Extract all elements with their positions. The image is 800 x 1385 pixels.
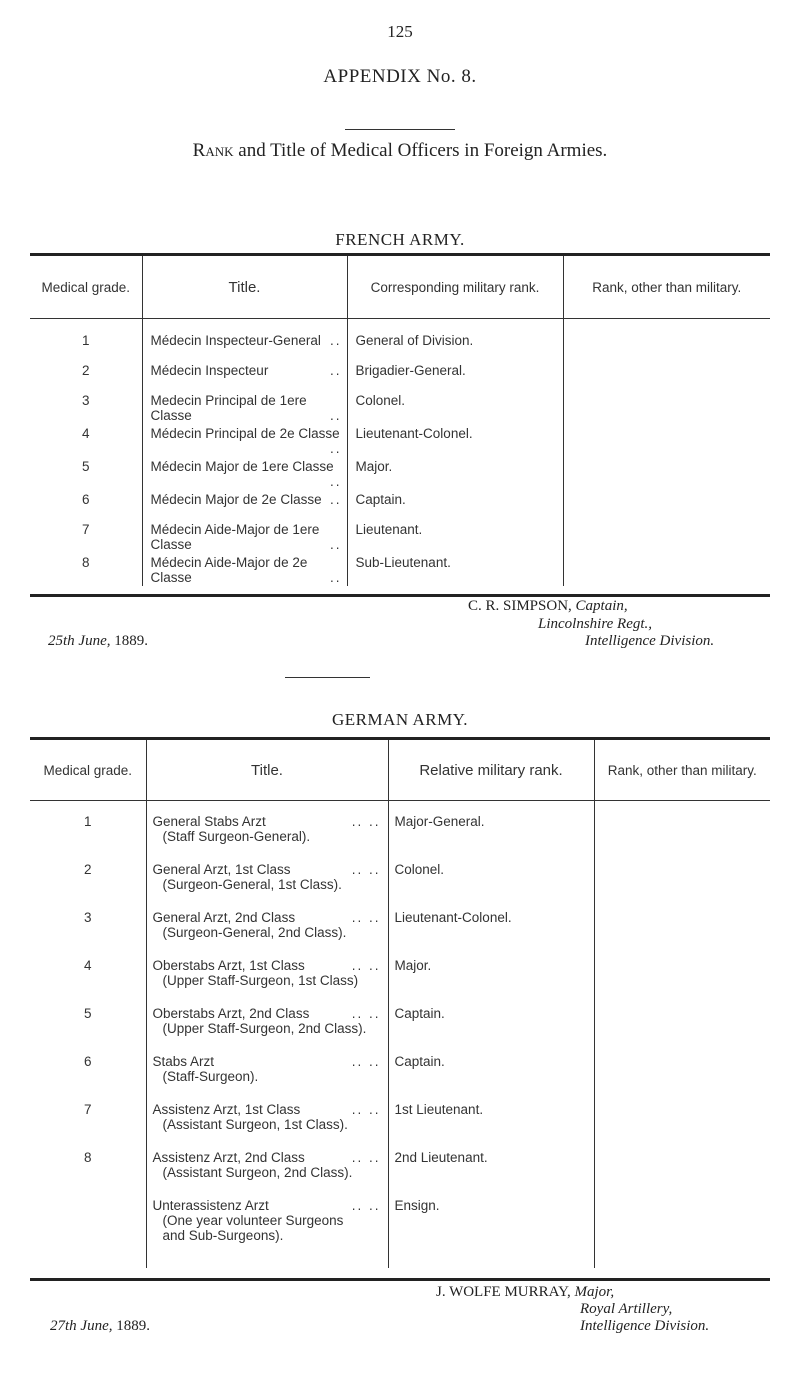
title-cell bbox=[142, 391, 347, 424]
german-section-title: GERMAN ARMY. bbox=[331, 710, 469, 729]
leader-dots: .. .. bbox=[351, 910, 381, 925]
title-line bbox=[153, 910, 387, 925]
leader-dots: .. .. bbox=[351, 1198, 381, 1213]
french-signer: C. R. SIMPSON, bbox=[468, 598, 576, 614]
leader-dots: .. bbox=[329, 537, 342, 552]
title-cell bbox=[142, 520, 347, 553]
title-cell bbox=[142, 553, 347, 586]
other-rank bbox=[594, 800, 770, 860]
leader-dots: .. bbox=[329, 441, 342, 456]
military-rank: Captain. bbox=[347, 490, 563, 520]
french-signer-rank: Captain, bbox=[575, 598, 628, 614]
german-signature-date bbox=[50, 1318, 150, 1335]
leader-dots: .. .. bbox=[351, 862, 381, 877]
medical-grade bbox=[30, 1196, 146, 1268]
military-rank: Ensign. bbox=[388, 1196, 594, 1268]
divider bbox=[345, 129, 455, 130]
french-header-grade: Medical grade. bbox=[30, 256, 142, 318]
title-text: Medecin Principal de 1ere Classe bbox=[150, 393, 307, 423]
main-heading bbox=[0, 140, 800, 162]
other-rank bbox=[563, 318, 770, 361]
table-row bbox=[30, 1100, 770, 1148]
title-cell bbox=[142, 318, 347, 361]
medical-grade: 8 bbox=[30, 1148, 146, 1196]
leader-dots: .. .. bbox=[351, 958, 381, 973]
table-row bbox=[30, 1052, 770, 1100]
medical-grade: 2 bbox=[30, 361, 142, 391]
leader-dots: .. bbox=[329, 333, 342, 348]
german-signature-regiment: Royal Artillery, bbox=[580, 1301, 673, 1317]
military-rank: Lieutenant-Colonel. bbox=[388, 908, 594, 956]
title-line bbox=[153, 814, 387, 829]
title-text: General Stabs Arzt bbox=[152, 814, 266, 829]
divider bbox=[285, 677, 370, 678]
title-translation-cont: and Sub-Surgeons). bbox=[162, 1228, 284, 1243]
military-rank: Major-General. bbox=[388, 800, 594, 860]
medical-grade: 6 bbox=[30, 1052, 146, 1100]
other-rank bbox=[594, 1100, 770, 1148]
title-text: Unterassistenz Arzt bbox=[152, 1198, 269, 1213]
other-rank bbox=[563, 553, 770, 586]
french-signature-name bbox=[468, 598, 628, 615]
title-cell bbox=[142, 361, 347, 391]
medical-grade: 5 bbox=[30, 457, 142, 490]
title-translation: (Staff-Surgeon). bbox=[162, 1069, 259, 1084]
table-row bbox=[30, 1004, 770, 1052]
medical-grade: 6 bbox=[30, 490, 142, 520]
french-date-year: 1889. bbox=[110, 633, 148, 649]
leader-dots: .. .. bbox=[351, 1102, 381, 1117]
german-signature-division: Intelligence Division. bbox=[580, 1318, 710, 1334]
title-text: Stabs Arzt bbox=[152, 1054, 215, 1069]
french-signature-division: Intelligence Division. bbox=[585, 633, 715, 649]
german-header-rank: Relative military rank. bbox=[388, 740, 594, 800]
title-text: General Arzt, 2nd Class bbox=[152, 910, 296, 925]
table-row bbox=[30, 490, 770, 520]
other-rank bbox=[563, 490, 770, 520]
title-line bbox=[153, 1150, 387, 1165]
title-translation: (Assistant Surgeon, 2nd Class). bbox=[162, 1165, 353, 1180]
military-rank: Captain. bbox=[388, 1004, 594, 1052]
title-text: Médecin Aide-Major de 1ere Classe bbox=[150, 522, 320, 552]
title-cell bbox=[146, 1148, 388, 1196]
table-row bbox=[30, 391, 770, 424]
leader-dots: .. bbox=[329, 363, 342, 378]
german-header-rule bbox=[30, 800, 770, 801]
heading-rest: and Title of Medical Officers in Foreign Armies. bbox=[233, 140, 608, 161]
military-rank: Brigadier-General. bbox=[347, 361, 563, 391]
german-signer: J. WOLFE MURRAY, bbox=[436, 1284, 575, 1300]
french-date-day: 25th June, bbox=[48, 633, 111, 649]
title-translation: (Upper Staff-Surgeon, 1st Class) bbox=[162, 973, 359, 988]
other-rank bbox=[563, 361, 770, 391]
leader-dots: .. .. bbox=[351, 1054, 381, 1069]
military-rank: Colonel. bbox=[388, 860, 594, 908]
title-cell bbox=[146, 860, 388, 908]
medical-grade: 5 bbox=[30, 1004, 146, 1052]
title-text: Médecin Major de 1ere Classe bbox=[150, 459, 334, 474]
title-translation: (Staff Surgeon-General). bbox=[162, 829, 311, 844]
military-rank: Captain. bbox=[388, 1052, 594, 1100]
title-line bbox=[153, 1102, 387, 1117]
table-row bbox=[30, 520, 770, 553]
leader-dots: .. bbox=[329, 492, 342, 507]
leader-dots: .. .. bbox=[351, 1150, 381, 1165]
medical-grade: 4 bbox=[30, 956, 146, 1004]
other-rank bbox=[594, 1052, 770, 1100]
french-table-bottom-rule bbox=[30, 594, 770, 597]
title-cell bbox=[146, 956, 388, 1004]
military-rank: Major. bbox=[347, 457, 563, 490]
title-translation: (Assistant Surgeon, 1st Class). bbox=[162, 1117, 348, 1132]
title-cell bbox=[142, 424, 347, 457]
table-row bbox=[30, 318, 770, 361]
military-rank: Major. bbox=[388, 956, 594, 1004]
table-row bbox=[30, 1196, 770, 1268]
leader-dots: .. bbox=[329, 408, 342, 423]
french-header-title: Title. bbox=[142, 256, 347, 318]
table-row bbox=[30, 1148, 770, 1196]
table-row bbox=[30, 424, 770, 457]
military-rank: Lieutenant-Colonel. bbox=[347, 424, 563, 457]
other-rank bbox=[594, 1004, 770, 1052]
table-row bbox=[30, 457, 770, 490]
title-text: Oberstabs Arzt, 2nd Class bbox=[152, 1006, 310, 1021]
medical-grade: 2 bbox=[30, 860, 146, 908]
military-rank: Sub-Lieutenant. bbox=[347, 553, 563, 586]
military-rank: 1st Lieutenant. bbox=[388, 1100, 594, 1148]
title-line bbox=[153, 1006, 387, 1021]
german-table-bottom-rule bbox=[30, 1278, 770, 1281]
leader-dots: .. .. bbox=[351, 1006, 381, 1021]
other-rank bbox=[594, 1196, 770, 1268]
title-translation: (Surgeon-General, 2nd Class). bbox=[162, 925, 347, 940]
title-text: Assistenz Arzt, 2nd Class bbox=[152, 1150, 305, 1165]
table-row bbox=[30, 956, 770, 1004]
german-signature-name bbox=[436, 1284, 614, 1301]
medical-grade: 3 bbox=[30, 391, 142, 424]
french-header-rule bbox=[30, 318, 770, 319]
title-text: Oberstabs Arzt, 1st Class bbox=[152, 958, 305, 973]
table-row bbox=[30, 361, 770, 391]
title-translation: (One year volunteer Surgeons bbox=[162, 1213, 344, 1228]
other-rank bbox=[563, 457, 770, 490]
leader-dots: .. bbox=[329, 474, 342, 489]
other-rank bbox=[594, 1148, 770, 1196]
french-section-title: FRENCH ARMY. bbox=[335, 230, 465, 249]
german-header-other: Rank, other than military. bbox=[594, 740, 770, 800]
military-rank: General of Division. bbox=[347, 318, 563, 361]
title-cell bbox=[146, 1100, 388, 1148]
other-rank bbox=[563, 520, 770, 553]
medical-grade: 1 bbox=[30, 800, 146, 860]
german-date-year: 1889. bbox=[112, 1318, 150, 1334]
title-translation: (Surgeon-General, 1st Class). bbox=[162, 877, 342, 892]
other-rank bbox=[563, 424, 770, 457]
title-cell bbox=[146, 1004, 388, 1052]
french-header-rank: Corresponding military rank. bbox=[347, 256, 563, 318]
heading-rank-word: Rank bbox=[192, 140, 234, 161]
title-cell bbox=[146, 800, 388, 860]
french-signature-date bbox=[48, 633, 148, 650]
title-translation: (Upper Staff-Surgeon, 2nd Class). bbox=[162, 1021, 367, 1036]
title-text: Médecin Major de 2e Classe bbox=[150, 492, 322, 507]
title-text: General Arzt, 1st Class bbox=[152, 862, 291, 877]
table-row bbox=[30, 553, 770, 586]
medical-grade: 4 bbox=[30, 424, 142, 457]
title-text: Médecin Aide-Major de 2e Classe bbox=[150, 555, 308, 585]
appendix-title: APPENDIX No. 8. bbox=[323, 66, 477, 87]
title-text: Médecin Principal de 2e Classe bbox=[150, 426, 340, 441]
french-table bbox=[30, 256, 770, 586]
title-line bbox=[153, 1054, 387, 1069]
title-cell bbox=[146, 908, 388, 956]
german-signer-rank: Major, bbox=[574, 1284, 615, 1300]
military-rank: 2nd Lieutenant. bbox=[388, 1148, 594, 1196]
title-line bbox=[153, 1198, 387, 1213]
title-text: Assistenz Arzt, 1st Class bbox=[152, 1102, 301, 1117]
medical-grade: 8 bbox=[30, 553, 142, 586]
title-text: Médecin Inspecteur bbox=[150, 363, 269, 378]
french-signature-regiment: Lincolnshire Regt., bbox=[538, 616, 653, 632]
german-date-day: 27th June, bbox=[50, 1318, 113, 1334]
title-line bbox=[153, 862, 387, 877]
german-table bbox=[30, 740, 770, 1268]
title-text: Médecin Inspecteur-General bbox=[150, 333, 321, 348]
title-line bbox=[153, 958, 387, 973]
other-rank bbox=[594, 956, 770, 1004]
medical-grade: 7 bbox=[30, 520, 142, 553]
medical-grade: 1 bbox=[30, 318, 142, 361]
military-rank: Lieutenant. bbox=[347, 520, 563, 553]
german-header-grade: Medical grade. bbox=[30, 740, 146, 800]
title-cell bbox=[146, 1196, 388, 1268]
table-row bbox=[30, 860, 770, 908]
title-cell bbox=[142, 490, 347, 520]
medical-grade: 7 bbox=[30, 1100, 146, 1148]
german-header-title: Title. bbox=[146, 740, 388, 800]
title-cell bbox=[146, 1052, 388, 1100]
military-rank: Colonel. bbox=[347, 391, 563, 424]
french-header-other: Rank, other than military. bbox=[563, 256, 770, 318]
other-rank bbox=[594, 860, 770, 908]
medical-grade: 3 bbox=[30, 908, 146, 956]
table-row bbox=[30, 908, 770, 956]
other-rank bbox=[563, 391, 770, 424]
table-row bbox=[30, 800, 770, 860]
title-cell bbox=[142, 457, 347, 490]
page-number: 125 bbox=[387, 22, 413, 41]
leader-dots: .. bbox=[329, 570, 342, 585]
leader-dots: .. .. bbox=[351, 814, 381, 829]
other-rank bbox=[594, 908, 770, 956]
